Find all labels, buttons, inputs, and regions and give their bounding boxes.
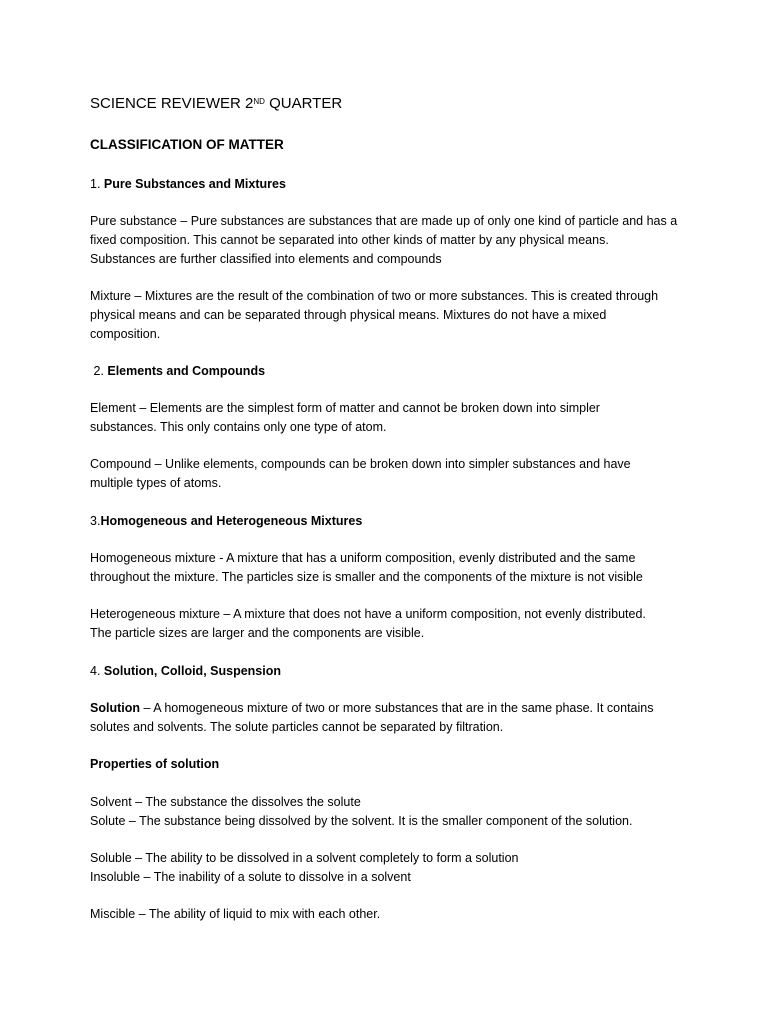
paragraph-line: throughout the mixture. The particles size is smaller and the components of the mixture is not visible [90,569,643,584]
heterogeneous-paragraph [90,605,646,643]
paragraph-line: The particle sizes are larger and the components are visible. [90,625,425,640]
section-4-heading [90,662,281,681]
paragraph-line: multiple types of atoms. [90,475,222,490]
properties-heading: Properties of solution [90,757,220,771]
section-3-heading [90,512,362,531]
paragraph-line: Homogeneous mixture - A mixture that has a uniform composition, evenly distributed and the same [90,551,636,565]
paragraph-line: substances. This only contains only one type of atom. [90,419,387,434]
paragraph-line: physical means and can be separated through physical means. Mixtures do not have a mixed [90,307,607,322]
miscible-definition: Miscible – The ability of liquid to mix with each other. [90,907,381,921]
paragraph-line: Heterogeneous mixture – A mixture that does not have a uniform composition, not evenly distributed. [90,607,646,621]
solvent-definition: Solvent – The substance the dissolves the solute [90,795,361,809]
paragraph-line [90,699,653,718]
pure-substance-paragraph [90,212,677,268]
section-2-number: 2. [90,364,108,378]
paragraph-line: composition. [90,326,161,341]
solution-term: Solution [90,701,140,715]
section-4-number: 4. [90,664,104,678]
solution-definition: – A homogeneous mixture of two or more substances that are in the same phase. It contains [140,701,654,715]
element-paragraph [90,399,600,437]
solute-definition: Solute – The substance being dissolved by the solvent. It is the smaller component of the solution. [90,813,633,828]
title-superscript: ND [253,97,265,106]
paragraph-line: fixed composition. This cannot be separated into other kinds of matter by any physical means. [90,232,609,247]
document-title [90,94,342,114]
soluble-definition: Soluble – The ability to be dissolved in a solvent completely to form a solution [90,851,519,865]
section-1-title: Pure Substances and Mixtures [103,177,286,191]
paragraph-line: solutes and solvents. The solute particles cannot be separated by filtration. [90,719,504,734]
insoluble-definition: Insoluble – The inability of a solute to dissolve in a solvent [90,869,411,884]
solution-paragraph [90,699,653,737]
paragraph-line: Mixture – Mixtures are the result of the combination of two or more substances. This is created through [90,289,659,303]
section-1-number: 1. [90,177,104,191]
title-rest: QUARTER [264,95,343,112]
section-2-title: Elements and Compounds [107,364,266,378]
paragraph-line: Compound – Unlike elements, compounds can be broken down into simpler substances and have [90,457,631,471]
paragraph-line: Pure substance – Pure substances are substances that are made up of only one kind of particle and has a [90,214,678,228]
section-4-title: Solution, Colloid, Suspension [103,664,281,678]
section-2-heading [90,362,265,381]
compound-paragraph [90,455,631,493]
title-main: SCIENCE REVIEWER 2 [90,95,254,112]
section-3-title: Homogeneous and Heterogeneous Mixtures [100,514,363,528]
section-1-heading [90,175,286,194]
solubility-paragraph [90,849,518,887]
section-3-number: 3. [90,514,101,528]
mixture-paragraph [90,287,658,343]
main-heading: CLASSIFICATION OF MATTER [90,137,284,152]
paragraph-line: Element – Elements are the simplest form of matter and cannot be broken down into simpler [90,401,600,415]
homogeneous-paragraph [90,549,643,587]
solvent-solute-paragraph [90,793,632,831]
paragraph-line: Substances are further classified into elements and compounds [90,251,442,266]
